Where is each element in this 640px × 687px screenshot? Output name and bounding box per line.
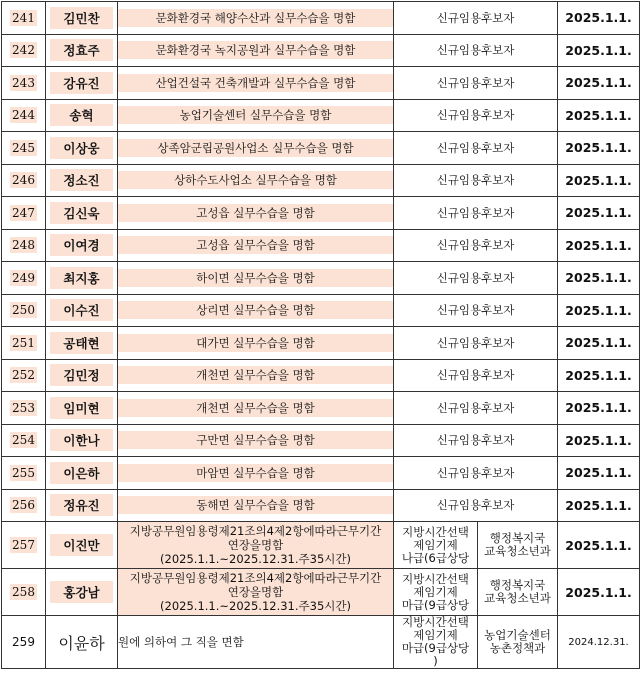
person-name — [46, 164, 118, 197]
row-number — [2, 569, 46, 616]
effective-date: 2024.12.31. — [558, 616, 640, 669]
row-number — [2, 327, 46, 360]
effective-date: 2025.1.1. — [558, 392, 640, 425]
person-name-text: 정소진 — [50, 169, 113, 191]
appointment-description-text: 농업기술센터 실무수습을 명함 — [118, 106, 393, 124]
type-line-1: 지방시간선택 — [402, 615, 469, 629]
person-name-text: 강유진 — [50, 72, 113, 94]
effective-date: 2025.1.1. — [558, 132, 640, 165]
person-name-text: 임미현 — [50, 397, 113, 419]
appointment-type: 신규임용후보자 — [394, 99, 558, 132]
effective-date: 2025.1.1. — [558, 164, 640, 197]
person-name-text: 이상웅 — [50, 137, 113, 159]
table-row — [2, 392, 640, 425]
table-row — [2, 489, 640, 522]
table-row — [2, 522, 640, 569]
appointment-description — [118, 164, 394, 197]
row-number-text: 258 — [12, 585, 35, 599]
desc-line-1: 지방공무원임용령제21조의4제2항에따라근무기간 — [129, 571, 382, 585]
row-number-text: 251 — [12, 335, 35, 350]
row-number-text: 254 — [12, 433, 35, 448]
personnel-table-body — [2, 2, 640, 669]
dept-line-2: 농촌정책과 — [489, 641, 546, 655]
person-name — [46, 197, 118, 230]
appointment-description — [118, 392, 394, 425]
person-name-text: 이한나 — [50, 429, 113, 451]
appointment-type: 신규임용후보자 — [394, 262, 558, 295]
effective-date: 2025.1.1. — [558, 569, 640, 616]
appointment-description — [118, 359, 394, 392]
row-number — [2, 34, 46, 67]
person-name — [46, 522, 118, 569]
dept-line-1: 농업기술센터 — [484, 628, 551, 642]
appointment-type — [394, 569, 478, 616]
dept-line-1: 행정복지국 — [489, 578, 546, 592]
person-name — [46, 34, 118, 67]
effective-date: 2025.1.1. — [558, 294, 640, 327]
appointment-type: 신규임용후보자 — [394, 132, 558, 165]
table-row — [2, 67, 640, 100]
desc-line-3: (2025.1.1.~2025.12.31.주35시간) — [160, 552, 351, 566]
row-number-text: 247 — [12, 205, 35, 220]
effective-date: 2025.1.1. — [558, 197, 640, 230]
appointment-description — [118, 294, 394, 327]
effective-date: 2025.1.1. — [558, 327, 640, 360]
row-number-text: 255 — [12, 465, 35, 480]
department — [478, 616, 558, 669]
appointment-description-text: 문화환경국 녹지공원과 실무수습을 명함 — [118, 41, 393, 59]
row-number — [2, 262, 46, 295]
table-row — [2, 34, 640, 67]
appointment-type — [394, 616, 478, 669]
row-number-text: 249 — [12, 270, 35, 285]
dept-line-2: 교육청소년과 — [484, 544, 551, 558]
appointment-description-text: 동해면 실무수습을 명함 — [118, 496, 393, 514]
effective-date: 2025.1.1. — [558, 67, 640, 100]
appointment-description — [118, 262, 394, 295]
person-name-text: 이진만 — [50, 534, 113, 556]
row-number — [2, 522, 46, 569]
row-number — [2, 229, 46, 262]
personnel-table — [1, 1, 640, 669]
person-name — [46, 99, 118, 132]
person-name-text: 이여경 — [50, 234, 113, 256]
effective-date: 2025.1.1. — [558, 229, 640, 262]
table-row — [2, 359, 640, 392]
person-name — [46, 392, 118, 425]
row-number — [2, 359, 46, 392]
appointment-description — [118, 132, 394, 165]
table-row — [2, 262, 640, 295]
appointment-description — [118, 522, 394, 569]
row-number-text: 246 — [12, 173, 35, 188]
row-number-text: 241 — [12, 10, 35, 25]
person-name — [46, 489, 118, 522]
effective-date: 2025.1.1. — [558, 99, 640, 132]
appointment-description — [118, 489, 394, 522]
department — [478, 522, 558, 569]
appointment-description-text: 개천면 실무수습을 명함 — [118, 366, 393, 384]
appointment-description-text: 고성읍 실무수습을 명함 — [118, 236, 393, 254]
appointment-type — [394, 522, 478, 569]
person-name-text: 이은하 — [50, 462, 113, 484]
appointment-description-text: 구만면 실무수습을 명함 — [118, 431, 393, 449]
person-name-text: 김민정 — [50, 364, 113, 386]
row-number: 259 — [2, 616, 46, 669]
appointment-type: 신규임용후보자 — [394, 197, 558, 230]
appointment-description-text — [118, 522, 393, 568]
appointment-description — [118, 569, 394, 616]
dept-line-2: 교육청소년과 — [484, 591, 551, 605]
appointment-description-text: 상족암군립공원사업소 실무수습을 명함 — [118, 139, 393, 157]
person-name-text: 홍강남 — [50, 581, 113, 603]
type-line-3: 마급(9급상당 — [401, 597, 470, 612]
row-number-text: 257 — [12, 538, 35, 552]
appointment-description — [118, 197, 394, 230]
desc-line-2: 연장을명함 — [227, 585, 284, 599]
person-name-text: 송혁 — [50, 104, 113, 126]
appointment-description-text: 마암면 실무수습을 명함 — [118, 464, 393, 482]
row-number-text: 256 — [12, 498, 35, 513]
row-number-text: 252 — [12, 368, 35, 383]
appointment-description-text: 개천면 실무수습을 명함 — [118, 399, 393, 417]
type-line-3: 나급(6급상당 — [401, 550, 470, 565]
type-line-2: 제임기제 — [413, 537, 458, 552]
row-number-text: 243 — [12, 75, 35, 90]
appointment-description — [118, 229, 394, 262]
person-name — [46, 294, 118, 327]
person-name — [46, 359, 118, 392]
effective-date: 2025.1.1. — [558, 424, 640, 457]
table-row — [2, 327, 640, 360]
person-name-text: 정유진 — [50, 494, 113, 516]
effective-date: 2025.1.1. — [558, 489, 640, 522]
appointment-type: 신규임용후보자 — [394, 294, 558, 327]
table-row — [2, 2, 640, 35]
person-name-text: 최지홍 — [50, 267, 113, 289]
table-row — [2, 424, 640, 457]
appointment-description: 원에 의하여 그 직을 면함 — [118, 616, 394, 669]
person-name — [46, 132, 118, 165]
person-name — [46, 67, 118, 100]
appointment-description — [118, 34, 394, 67]
person-name-text: 이수진 — [50, 299, 113, 321]
appointment-description-text: 문화환경국 해양수산과 실무수습을 명함 — [118, 9, 393, 27]
appointment-type: 신규임용후보자 — [394, 457, 558, 490]
row-number — [2, 392, 46, 425]
person-name — [46, 457, 118, 490]
effective-date: 2025.1.1. — [558, 522, 640, 569]
appointment-description-text: 하이면 실무수습을 명함 — [118, 269, 393, 287]
row-number-text: 250 — [12, 303, 35, 318]
type-line-1: 지방시간선택 — [402, 571, 469, 586]
row-number — [2, 164, 46, 197]
appointment-type: 신규임용후보자 — [394, 164, 558, 197]
appointment-type: 신규임용후보자 — [394, 67, 558, 100]
desc-line-3: (2025.1.1.~2025.12.31.주35시간) — [160, 599, 351, 613]
row-number — [2, 197, 46, 230]
type-line-2: 제임기제 — [413, 584, 458, 599]
appointment-description — [118, 2, 394, 35]
appointment-type: 신규임용후보자 — [394, 489, 558, 522]
appointment-description — [118, 327, 394, 360]
person-name: 이윤하 — [46, 616, 118, 669]
appointment-type: 신규임용후보자 — [394, 424, 558, 457]
desc-line-2: 연장을명함 — [227, 538, 284, 552]
appointment-description — [118, 67, 394, 100]
appointment-type: 신규임용후보자 — [394, 229, 558, 262]
desc-line-1: 지방공무원임용령제21조의4제2항에따라근무기간 — [129, 524, 382, 538]
effective-date: 2025.1.1. — [558, 359, 640, 392]
type-line-3: 마급(9급상당 — [401, 641, 470, 655]
row-number — [2, 132, 46, 165]
table-row — [2, 569, 640, 616]
appointment-description-text: 상리면 실무수습을 명함 — [118, 301, 393, 319]
row-number — [2, 457, 46, 490]
person-name-text: 공태현 — [50, 332, 113, 354]
person-name — [46, 569, 118, 616]
type-line-1: 지방시간선택 — [402, 524, 469, 539]
effective-date: 2025.1.1. — [558, 2, 640, 35]
dept-line-1: 행정복지국 — [489, 531, 546, 545]
table-row — [2, 294, 640, 327]
appointment-description-text: 상하수도사업소 실무수습을 명함 — [118, 171, 393, 189]
appointment-type: 신규임용후보자 — [394, 392, 558, 425]
row-number — [2, 489, 46, 522]
table-row — [2, 164, 640, 197]
row-number-text: 244 — [12, 108, 35, 123]
type-line-2: 제임기제 — [413, 628, 458, 642]
table-row — [2, 229, 640, 262]
row-number — [2, 99, 46, 132]
person-name-text: 김민찬 — [50, 7, 113, 29]
table-row — [2, 616, 640, 669]
table-row — [2, 132, 640, 165]
person-name-text: 김신욱 — [50, 202, 113, 224]
appointment-type: 신규임용후보자 — [394, 34, 558, 67]
appointment-description — [118, 457, 394, 490]
person-name — [46, 262, 118, 295]
row-number — [2, 294, 46, 327]
row-number — [2, 424, 46, 457]
person-name — [46, 2, 118, 35]
row-number-text: 242 — [12, 43, 35, 58]
appointment-description — [118, 99, 394, 132]
appointment-description-text: 고성읍 실무수습을 명함 — [118, 204, 393, 222]
table-row — [2, 99, 640, 132]
appointment-description-text: 대가면 실무수습을 명함 — [118, 334, 393, 352]
row-number — [2, 67, 46, 100]
appointment-type: 신규임용후보자 — [394, 359, 558, 392]
effective-date: 2025.1.1. — [558, 262, 640, 295]
table-row — [2, 197, 640, 230]
row-number-text: 245 — [12, 140, 35, 155]
appointment-type: 신규임용후보자 — [394, 327, 558, 360]
row-number-text: 248 — [12, 238, 35, 253]
row-number-text: 253 — [12, 400, 35, 415]
appointment-type: 신규임용후보자 — [394, 2, 558, 35]
department — [478, 569, 558, 616]
appointment-description-text: 산업건설국 건축개발과 실무수습을 명함 — [118, 74, 393, 92]
effective-date: 2025.1.1. — [558, 34, 640, 67]
appointment-description — [118, 424, 394, 457]
effective-date: 2025.1.1. — [558, 457, 640, 490]
person-name-text: 정효주 — [50, 39, 113, 61]
person-name — [46, 229, 118, 262]
appointment-description-text — [118, 569, 393, 615]
person-name — [46, 327, 118, 360]
type-line-4: ) — [433, 654, 438, 668]
row-number — [2, 2, 46, 35]
person-name — [46, 424, 118, 457]
table-row — [2, 457, 640, 490]
